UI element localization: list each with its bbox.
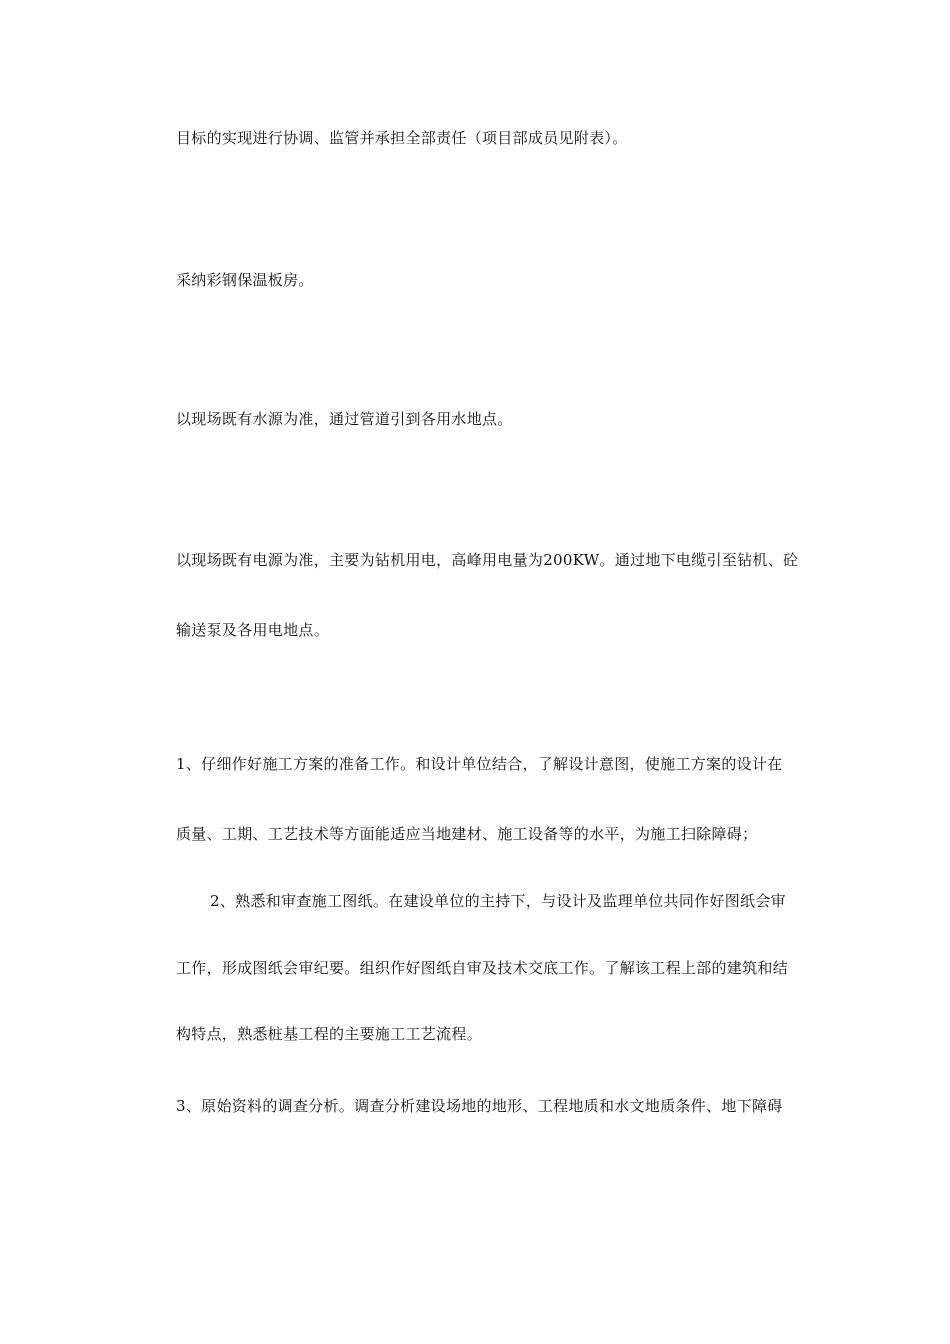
text-line: 质量、工期、工艺技术等方面能适应当地建材、施工设备等的水平，为施工扫除障碍；	[176, 825, 758, 843]
text-line: 采纳彩钢保温板房。	[176, 271, 314, 289]
text-line: 目标的实现进行协调、监管并承担全部责任（项目部成员见附表）。	[176, 129, 628, 147]
text-line: 3、原始资料的调查分析。调查分析建设场地的地形、工程地质和水文地质条件、地下障碍	[176, 1097, 783, 1115]
text-line: 工作，形成图纸会审纪要。组织作好图纸自审及技术交底工作。了解该工程上部的建筑和结	[176, 959, 789, 977]
text-line: 以现场既有电源为准，主要为钻机用电，高峰用电量为200KW。通过地下电缆引至钻机、砼	[176, 551, 799, 569]
text-line: 输送泵及各用电地点。	[176, 621, 330, 639]
text-line: 1、仔细作好施工方案的准备工作。和设计单位结合，了解设计意图，使施工方案的设计在	[176, 755, 783, 773]
text-line: 构特点，熟悉桩基工程的主要施工工艺流程。	[176, 1025, 483, 1043]
text-line: 2、熟悉和审查施工图纸。在建设单位的主持下，与设计及监理单位共同作好图纸会审	[210, 892, 786, 910]
text-line: 以现场既有水源为准，通过管道引到各用水地点。	[176, 410, 513, 428]
